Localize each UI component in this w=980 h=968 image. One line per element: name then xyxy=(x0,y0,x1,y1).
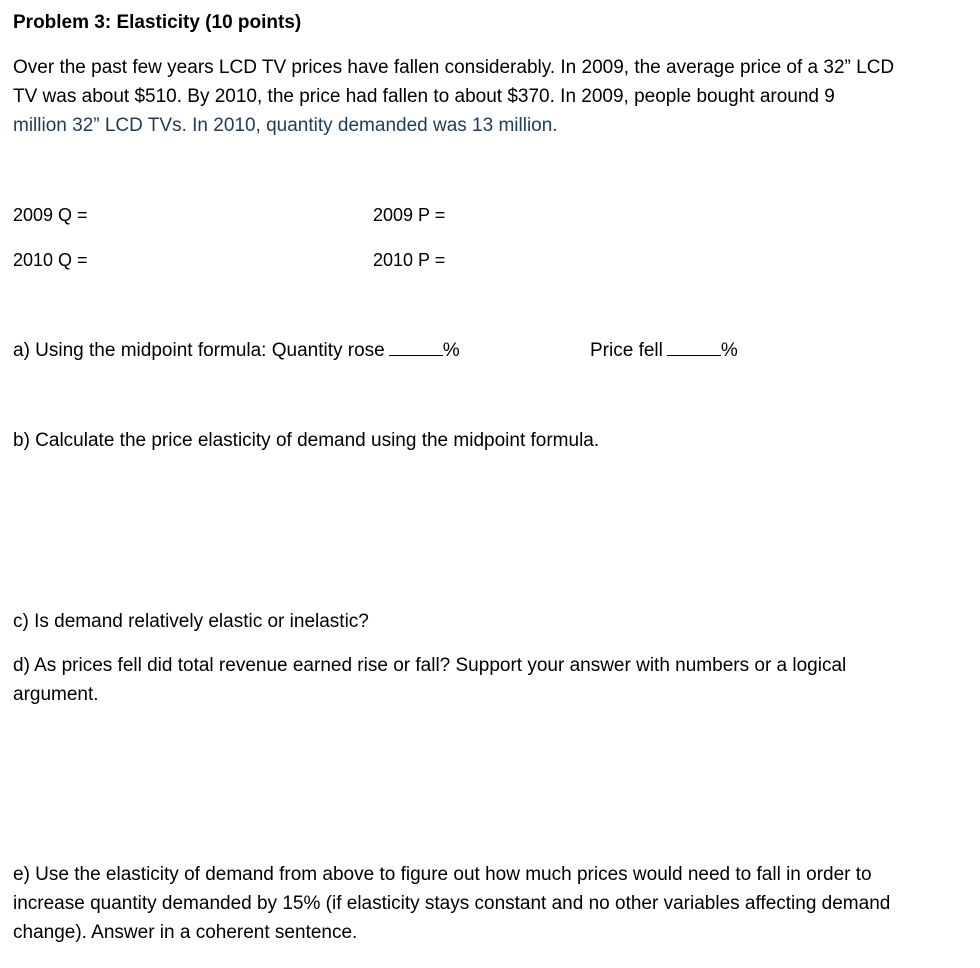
quantity-rose-blank[interactable] xyxy=(389,339,443,356)
p-2010-label: 2010 P = xyxy=(373,250,446,270)
intro-line-3: million 32” LCD TVs. In 2010, quantity demanded was 13 million. xyxy=(13,115,558,136)
problem-title: Problem 3: Elasticity (10 points) xyxy=(13,12,302,33)
part-e-line-2: increase quantity demanded by 15% (if elasticity stays constant and no other variables affecting demand xyxy=(13,893,891,914)
p-2009-label: 2009 P = xyxy=(373,205,446,225)
price-fell-label: Price fell xyxy=(590,340,663,361)
part-a-price xyxy=(590,336,738,365)
part-d-line-2: argument. xyxy=(13,684,99,705)
part-d-question xyxy=(13,651,958,709)
price-fell-blank[interactable] xyxy=(667,339,721,356)
part-b-question: b) Calculate the price elasticity of demand using the midpoint formula. xyxy=(13,430,600,451)
q-2009-label: 2009 Q = xyxy=(13,205,88,225)
part-e-question xyxy=(13,860,958,947)
intro-paragraph xyxy=(13,53,963,140)
part-a-quantity xyxy=(13,336,460,365)
part-d-line-1: d) As prices fell did total revenue earned rise or fall? Support your answer with numbers or a logical xyxy=(13,655,847,676)
part-a-prefix: a) Using the midpoint formula: Quantity rose xyxy=(13,340,385,361)
intro-line-1: Over the past few years LCD TV prices have fallen considerably. In 2009, the average price of a 32” LCD xyxy=(13,57,895,78)
part-c-question: c) Is demand relatively elastic or inelastic? xyxy=(13,611,369,632)
intro-line-2: TV was about $510. By 2010, the price had fallen to about $370. In 2009, people bought around 9 xyxy=(13,86,835,107)
part-e-line-1: e) Use the elasticity of demand from above to figure out how much prices would need to fall in order to xyxy=(13,864,872,885)
part-a-percent-1: % xyxy=(442,340,460,361)
part-e-line-3: change). Answer in a coherent sentence. xyxy=(13,922,358,943)
q-2010-label: 2010 Q = xyxy=(13,250,88,270)
part-a-percent-2: % xyxy=(720,340,738,361)
